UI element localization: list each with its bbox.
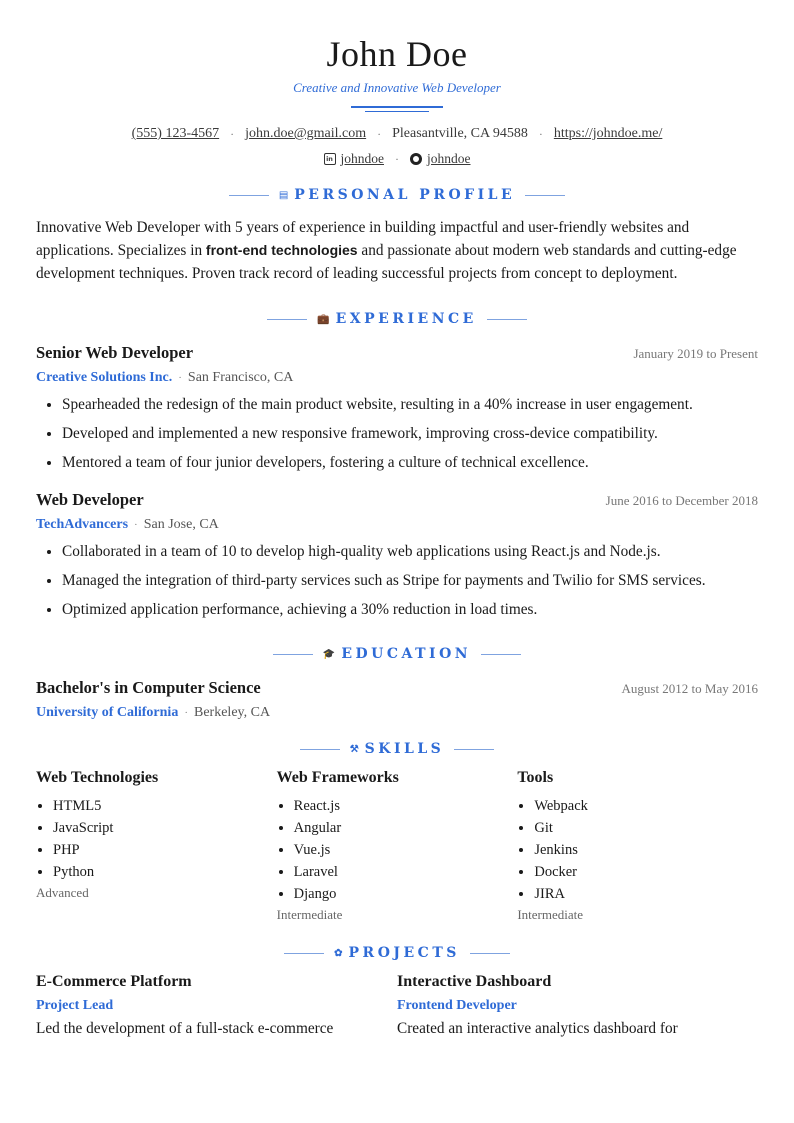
section-title: EXPERIENCE [335, 311, 477, 327]
github-link[interactable]: johndoe [427, 151, 471, 166]
skill-category [36, 769, 277, 923]
briefcase-icon: 💼 [317, 313, 330, 325]
title-underline [36, 106, 758, 112]
job-location: San Jose, CA [143, 517, 219, 532]
section-header-experience [36, 311, 758, 327]
list-item: • Webpack [534, 795, 758, 817]
list-item: • JIRA [534, 883, 758, 905]
list-item: • Optimized application performance, achieving a 30% reduction in load times. [62, 595, 758, 624]
project-description: Created an interactive analytics dashboard for [397, 1020, 678, 1037]
profile-text: Innovative Web Developer with 5 years of experience in building impactful and user-friendly websites and applications. Specializes in [36, 219, 690, 259]
education-date: August 2012 to May 2016 [621, 681, 758, 696]
underline-thick [351, 106, 443, 108]
separator-dot: · [134, 519, 138, 531]
website-link[interactable]: https://johndoe.me/ [553, 126, 663, 141]
header-rule [300, 749, 340, 750]
phone-link[interactable]: (555) 123-4567 [131, 126, 220, 141]
skill-list [36, 795, 277, 883]
degree-title: Bachelor's in Computer Science [36, 678, 261, 697]
puzzle-icon: ✿ [334, 947, 343, 959]
profile-text: and passionate about modern web standards and cutting-edge development techniques. Proven track record of leading successful projects from concept to deployment. [36, 242, 737, 282]
separator-dot: · [230, 126, 235, 141]
skill-category-title: Tools [517, 769, 554, 786]
separator-dot: · [178, 372, 182, 384]
email-link[interactable]: john.doe@gmail.com [245, 126, 367, 141]
list-item: • Django [294, 883, 518, 905]
header-rule [284, 953, 324, 954]
header-rule [470, 953, 510, 954]
section-title: PROJECTS [348, 945, 460, 961]
experience-entry [36, 343, 758, 477]
job-title: Web Developer [36, 490, 144, 509]
project-role: Project Lead [36, 998, 114, 1013]
company-name: Creative Solutions Inc. [36, 370, 173, 385]
list-item: • Spearheaded the redesign of the main product website, resulting in a 40% increase in user engagement. [62, 390, 758, 419]
skill-category [277, 769, 518, 923]
projects-grid [36, 973, 758, 1038]
header-rule [454, 749, 494, 750]
company-name: TechAdvancers [36, 517, 129, 532]
skill-level: Intermediate [517, 907, 584, 922]
list-item: • Vue.js [294, 839, 518, 861]
school-name: University of California [36, 705, 179, 720]
section-title: SKILLS [364, 741, 445, 757]
list-item: • Docker [534, 861, 758, 883]
skill-list [517, 795, 758, 905]
job-title: Senior Web Developer [36, 343, 194, 362]
skill-category [517, 769, 758, 923]
list-item: • Developed and implemented a new responsive framework, improving cross-device compatibility. [62, 419, 758, 448]
header-rule [525, 195, 565, 196]
list-item: • PHP [53, 839, 277, 861]
job-date: June 2016 to December 2018 [605, 493, 758, 508]
header-rule [487, 319, 527, 320]
separator-dot: · [377, 126, 382, 141]
compass-icon: ⚒ [349, 743, 359, 755]
contact-row [36, 126, 758, 142]
list-item: • Git [534, 817, 758, 839]
list-item: • Managed the integration of third-party services such as Stripe for payments and Twilio for SMS services. [62, 566, 758, 595]
header-rule [267, 319, 307, 320]
job-location: San Francisco, CA [187, 370, 294, 385]
github-icon [410, 153, 422, 165]
social-row [36, 151, 758, 167]
profile-summary [36, 216, 758, 285]
project-name: E-Commerce Platform [36, 973, 192, 990]
list-item: • Mentored a team of four junior developers, fostering a culture of technical excellence. [62, 448, 758, 477]
profile-highlight: front-end technologies [205, 242, 358, 258]
id-card-icon: ▤ [278, 189, 289, 201]
header-rule [481, 654, 521, 655]
skill-list [277, 795, 518, 905]
list-item: • Python [53, 861, 277, 883]
list-item: • HTML5 [53, 795, 277, 817]
project-description: Led the development of a full-stack e-commerce [36, 1020, 334, 1037]
section-title: PERSONAL PROFILE [294, 187, 516, 203]
list-item: • JavaScript [53, 817, 277, 839]
separator-dot: · [395, 151, 399, 166]
skill-level: Intermediate [276, 907, 343, 922]
education-entry [36, 678, 758, 721]
skill-category-title: Web Frameworks [276, 769, 399, 786]
list-item: • Angular [294, 817, 518, 839]
linkedin-icon: in [324, 153, 336, 165]
list-item: • Jenkins [534, 839, 758, 861]
section-header-profile [36, 187, 758, 203]
skill-category-title: Web Technologies [36, 769, 159, 786]
skill-level: Advanced [36, 885, 89, 900]
job-date: January 2019 to Present [633, 346, 758, 361]
list-item: • Collaborated in a team of 10 to develop high-quality web applications using React.js and Node.js. [62, 537, 758, 566]
skills-grid [36, 769, 758, 923]
project-card [36, 973, 397, 1038]
list-item: • Laravel [294, 861, 518, 883]
list-item: • React.js [294, 795, 518, 817]
graduation-cap-icon: 🎓 [322, 648, 336, 660]
section-header-skills [36, 741, 758, 757]
separator-dot: · [184, 707, 188, 719]
separator-dot: · [538, 126, 543, 141]
section-header-projects [36, 945, 758, 961]
project-card [397, 973, 758, 1038]
header-rule [273, 654, 313, 655]
project-role: Frontend Developer [397, 998, 517, 1013]
linkedin-link[interactable]: johndoe [340, 151, 384, 166]
section-title: EDUCATION [341, 646, 472, 662]
resume-tagline: Creative and Innovative Web Developer [293, 80, 501, 95]
project-name: Interactive Dashboard [397, 973, 552, 990]
job-bullets [36, 390, 758, 477]
resume-name: John Doe [326, 34, 468, 74]
section-header-education [36, 646, 758, 662]
underline-thin [365, 111, 429, 112]
header-rule [229, 195, 269, 196]
experience-entry [36, 490, 758, 624]
school-location: Berkeley, CA [194, 705, 271, 720]
location-text: Pleasantville, CA 94588 [392, 126, 528, 141]
job-bullets [36, 537, 758, 624]
